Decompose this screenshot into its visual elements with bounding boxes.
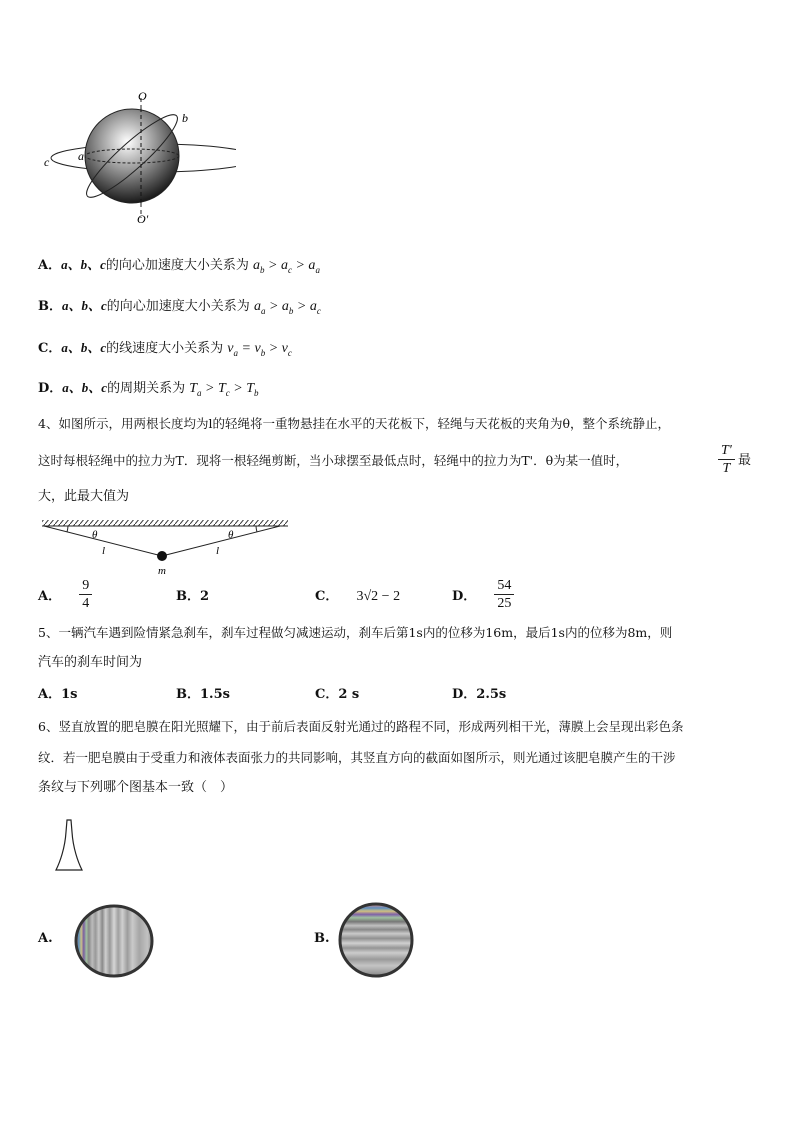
l-right: l	[216, 545, 220, 557]
q5-option-b[interactable]: B．1.5s	[176, 687, 230, 702]
theta-left: θ	[92, 529, 98, 541]
formula: $a_b > a_c > a_a$	[253, 258, 320, 275]
q4-option-a[interactable]: A． $\frac{9}{4}$	[38, 577, 92, 612]
q5-line2: 汽车的刹车时间为	[38, 655, 143, 670]
soap-film-section-figure	[52, 818, 86, 874]
q3-option-c[interactable]: C．a、b、c的线速度大小关系为 $v_a = v_b > v_c$	[38, 340, 292, 358]
q5-option-c[interactable]: C．2 s	[315, 687, 360, 702]
q6-option-b-fringe-image[interactable]	[336, 900, 416, 980]
q4-fraction: $\frac{T'}{T}$	[718, 442, 735, 477]
label-a: a	[78, 149, 84, 163]
q3-option-a[interactable]: A．a、b、c的向心加速度大小关系为 $a_b > a_c > a_a$	[38, 257, 320, 275]
label-O-bottom: O'	[137, 212, 149, 226]
q4-line3: 大，此最大值为	[38, 489, 130, 504]
q5-option-d[interactable]: D．2.5s	[452, 687, 507, 702]
q3-option-d[interactable]: D．a、b、c的周期关系为 $T_a > T_c > T_b$	[38, 380, 259, 398]
q6-option-a-fringe-image[interactable]	[72, 902, 156, 980]
q4-option-b[interactable]: B．2	[176, 589, 210, 604]
m-label: m	[158, 565, 166, 577]
q6-option-b-label[interactable]: B.	[314, 931, 330, 946]
q5-line1: 5、一辆汽车遇到险情紧急刹车，刹车过程做匀减速运动，刹车后第1s内的位移为16m，最后1s内的位移为8m，则	[38, 625, 673, 640]
pendulum-figure	[40, 518, 290, 578]
formula: $T_a > T_c > T_b$	[189, 381, 259, 398]
q5-option-a[interactable]: A．1s	[38, 687, 78, 702]
q6-line1: 6、竖直放置的肥皂膜在阳光照耀下，由于前后表面反射光通过的路程不同，形成两列相干光，薄膜上会呈现出彩色条	[38, 719, 684, 734]
label-O-top: O	[138, 89, 147, 103]
q6-line3: 条纹与下列哪个图基本一致（ ）	[38, 780, 234, 795]
formula: $v_a = v_b > v_c$	[227, 341, 292, 358]
q4-option-c[interactable]: C． 3√2 − 2	[315, 589, 401, 604]
q4-option-d[interactable]: D． $\frac{54}{25}$	[452, 577, 514, 612]
theta-right: θ	[228, 529, 234, 541]
formula: $a_a > a_b > a_c$	[253, 299, 321, 316]
label-b: b	[182, 111, 188, 125]
label-c: c	[44, 155, 50, 169]
q4-line2: 这时每根轻绳中的拉力为T．现将一根轻绳剪断，当小球摆至最低点时，轻绳中的拉力为T'．θ为某一值时，	[38, 453, 629, 468]
q4-line2-end: 最	[738, 453, 752, 468]
q4-line1: 4、如图所示，用两根长度均为l的轻绳将一重物悬挂在水平的天花板下，轻绳与天花板的夹角为θ，整个系统静止，	[38, 416, 670, 431]
l-left: l	[102, 545, 106, 557]
q6-option-a-label[interactable]: A.	[38, 931, 53, 946]
q6-line2: 纹．若一肥皂膜由于受重力和液体表面张力的共同影响，其竖直方向的截面如图所示，则光通过该肥皂膜产生的干涉	[38, 750, 676, 765]
sphere-orbit-figure	[36, 88, 236, 228]
q3-option-b[interactable]: B．a、b、c的向心加速度大小关系为 $a_a > a_b > a_c$	[38, 298, 321, 316]
